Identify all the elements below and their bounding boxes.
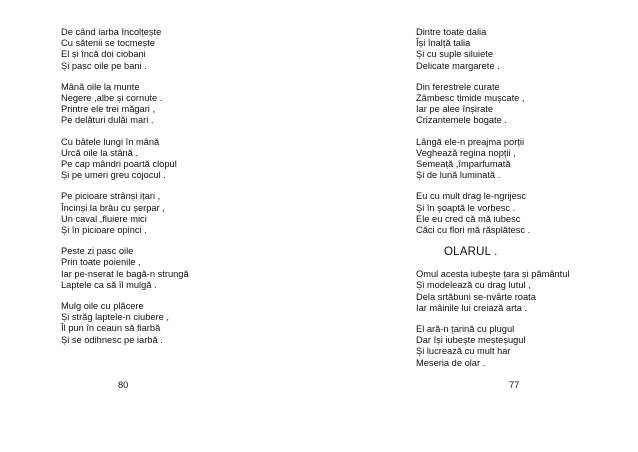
verse-line: Iar pe-nserat le bagă-n strungă: [61, 268, 189, 279]
verse-line: Prin toate poienile ,: [61, 257, 141, 268]
verse-line: Pe delături dulăi mari .: [61, 115, 154, 126]
verse-line: Dela srtăbuni se-nvârte roata: [416, 291, 536, 302]
verse-line: Eu cu mult drag le-ngrijesc: [416, 191, 527, 202]
verse-line: Mulg oile cu plăcere: [61, 301, 144, 312]
verse-line: Iar pe alee înșirate: [416, 104, 494, 115]
verse-line: Și pasc oile pe bani .: [61, 60, 147, 71]
verse-line: Și străg laptele-n ciubere ,: [61, 312, 170, 323]
poem-title: OLARUL .: [444, 246, 498, 259]
verse-line: Și pe umeri greu cojocul .: [61, 170, 166, 181]
verse-line: Omul acesta iubește țara și pământul: [416, 269, 570, 280]
verse-line: Peste zi pasc oile: [61, 246, 134, 257]
page-number-left: 80: [118, 380, 129, 390]
verse-line: Iar mâinile lui creiază arta .: [416, 302, 528, 313]
stanza: [416, 269, 616, 314]
stanza: [61, 27, 291, 72]
verse-line: El ară-n țarină cu plugul: [416, 324, 515, 335]
verse-line: Dar își iubește meșteșugul: [416, 335, 526, 346]
verse-line: Un caval ,fluiere mici: [61, 213, 147, 224]
verse-line: Veghează regina nopții ,: [416, 147, 516, 158]
verse-line: Își înalță talia: [416, 38, 471, 49]
stanza: [416, 82, 616, 127]
verse-line: Mână oile la munte: [61, 81, 140, 92]
verse-line: Meseria de olar .: [416, 357, 486, 368]
stanza: [61, 82, 291, 127]
verse-line: Și modelează cu drag lutul ,: [416, 280, 531, 291]
stanza: [61, 301, 291, 346]
verse-line: Cu sătenii se tocmește: [61, 38, 156, 49]
right-page-text: [416, 27, 616, 379]
verse-line: Și în picioare opinci .: [61, 225, 147, 236]
stanza: [61, 137, 291, 182]
left-page-text: [61, 27, 291, 356]
verse-line: Și cu suple siluiete: [416, 49, 493, 60]
verse-line: Lângă ele-n preajma porții: [416, 136, 525, 147]
verse-line: Delicate margarete .: [416, 60, 500, 71]
verse-line: Urcă oile la stână .: [61, 147, 138, 158]
verse-line: Pe cap mândri poartă clopul: [61, 159, 177, 170]
verse-line: Și se odihnesc pe iarbă .: [61, 334, 163, 345]
verse-line: Din ferestrele curate: [416, 81, 500, 92]
verse-line: Ele eu cred că mă iubesc: [416, 213, 521, 224]
verse-line: Pe picioare strânși ițari ,: [61, 191, 161, 202]
stanza: [61, 191, 291, 236]
verse-line: Semeață ,împarfumată: [416, 159, 511, 170]
verse-line: Și în șoaptă le vorbesc .: [416, 202, 516, 213]
verse-line: Și de lună luminată .: [416, 170, 501, 181]
verse-line: Încinși la brâu cu șerpar ,: [61, 202, 165, 213]
stanza: [416, 137, 616, 182]
verse-line: Cu bâtele lungi în mână: [61, 136, 160, 147]
stanza: [61, 246, 291, 291]
verse-line: Laptele ca să îl mulgă .: [61, 279, 157, 290]
verse-line: Căci cu flori mă răsplătesc .: [416, 225, 531, 236]
verse-line: Și lucrează cu mult har: [416, 346, 511, 357]
verse-line: Negere ,albe și cornute .: [61, 93, 163, 104]
verse-line: Zâmbesc timide mușcate ,: [416, 93, 525, 104]
verse-line: Crizantemele bogate .: [416, 115, 507, 126]
verse-line: Dintre toate dalia: [416, 27, 487, 37]
verse-line: De când iarba încolțește: [61, 27, 162, 37]
verse-line: El și încă doi ciobani: [61, 49, 146, 60]
verse-line: Printre ele trei măgari ,: [61, 104, 156, 115]
page-number-right: 77: [509, 380, 520, 390]
stanza: [416, 324, 616, 369]
verse-line: Îl pun în ceaun să fiarbă: [61, 323, 161, 334]
stanza: [416, 191, 616, 236]
stanza: [416, 27, 616, 72]
